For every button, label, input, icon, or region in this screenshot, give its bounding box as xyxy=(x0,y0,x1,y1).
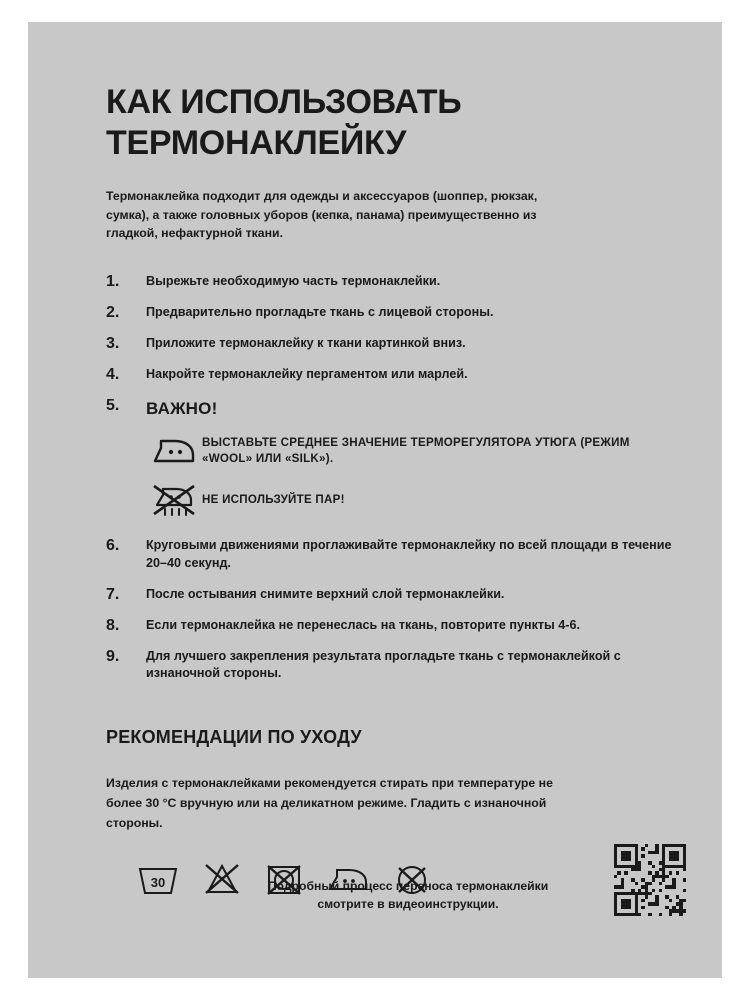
warning-row-steam xyxy=(146,483,682,517)
warning-row-temperature xyxy=(146,435,682,467)
page-title-line-2: ТЕРМОНАКЛЕЙКУ xyxy=(106,124,407,163)
footer-note xyxy=(248,877,568,914)
step-text: Накройте термонаклейку пергаментом или марлей. xyxy=(146,366,468,381)
step-text: Для лучшего закрепления результата прогладьте ткань с термонаклейкой с изнаночной стороны. xyxy=(146,648,621,681)
instruction-card xyxy=(28,22,722,978)
step-number: 5. xyxy=(106,396,120,414)
step-number: 9. xyxy=(106,647,120,665)
list-item xyxy=(106,273,682,291)
page-title xyxy=(106,82,586,165)
page-title-line-1: КАК ИСПОЛЬЗОВАТЬ xyxy=(106,83,462,121)
step-text: Вырежьте необходимую часть термонаклейки. xyxy=(146,274,441,288)
step-text: Круговыми движениями проглаживайте термонаклейку по всей площади в течение 20–40 секунд. xyxy=(146,538,672,570)
list-item xyxy=(106,335,682,353)
wash-30-icon xyxy=(136,861,180,902)
list-item xyxy=(106,366,682,384)
warnings-block xyxy=(106,435,682,517)
care-heading: РЕКОМЕНДАЦИИ ПО УХОДУ xyxy=(106,727,362,748)
step-number: 1. xyxy=(106,273,120,290)
steps-list-continued xyxy=(106,537,682,683)
list-item xyxy=(106,648,682,684)
warning-text: НЕ ИСПОЛЬЗУЙТЕ ПАР! xyxy=(202,492,345,506)
step-number: 2. xyxy=(106,303,120,321)
step-number: 4. xyxy=(106,365,120,383)
list-item xyxy=(106,617,682,635)
step-number: 6. xyxy=(106,537,120,555)
card-content xyxy=(106,82,682,902)
intro-paragraph: Термонаклейка подходит для одежды и аксессуаров (шоппер, рюкзак, сумка), а также головных уборов (кепка, панама) преимущественно из гладкой, нефактурной ткани. xyxy=(106,188,538,241)
list-item xyxy=(106,586,682,604)
svg-text:30: 30 xyxy=(150,875,166,891)
step-text: Предварительно прогладьте ткань с лицевой стороны. xyxy=(146,304,494,319)
step-number: 7. xyxy=(106,585,120,603)
step-text: Если термонаклейка не перенеслась на ткань, повторите пункты 4-6. xyxy=(146,617,581,632)
step-number: 3. xyxy=(106,334,120,352)
step-text-important: ВАЖНО! xyxy=(146,398,218,418)
care-paragraph: Изделия с термонаклейками рекомендуется стирать при температуре не более 30 °C вручную или на деликатном режиме. Гладить с изнаночной стороны. xyxy=(106,776,553,830)
footer-line-2: смотрите в видеоинструкции. xyxy=(317,897,499,912)
step-text: После остывания снимите верхний слой термонаклейки. xyxy=(146,586,505,601)
list-item xyxy=(106,304,682,322)
steps-list xyxy=(106,273,682,421)
footer-line-1: Подробный процесс переноса термонаклейки xyxy=(267,879,549,893)
step-text: Приложите термонаклейку к ткани картинкой вниз. xyxy=(146,335,466,350)
list-item-important xyxy=(106,397,682,421)
no-steam-icon xyxy=(146,483,202,517)
no-bleach-icon xyxy=(202,861,242,902)
list-item xyxy=(106,537,682,573)
step-number: 8. xyxy=(106,616,120,634)
iron-icon xyxy=(146,436,202,466)
qr-code[interactable] xyxy=(614,844,686,916)
warning-text: ВЫСТАВЬТЕ СРЕДНЕЕ ЗНАЧЕНИЕ ТЕРМОРЕГУЛЯТОРА УТЮГА (РЕЖИМ «WOOL» ИЛИ «SILK»). xyxy=(202,435,630,465)
